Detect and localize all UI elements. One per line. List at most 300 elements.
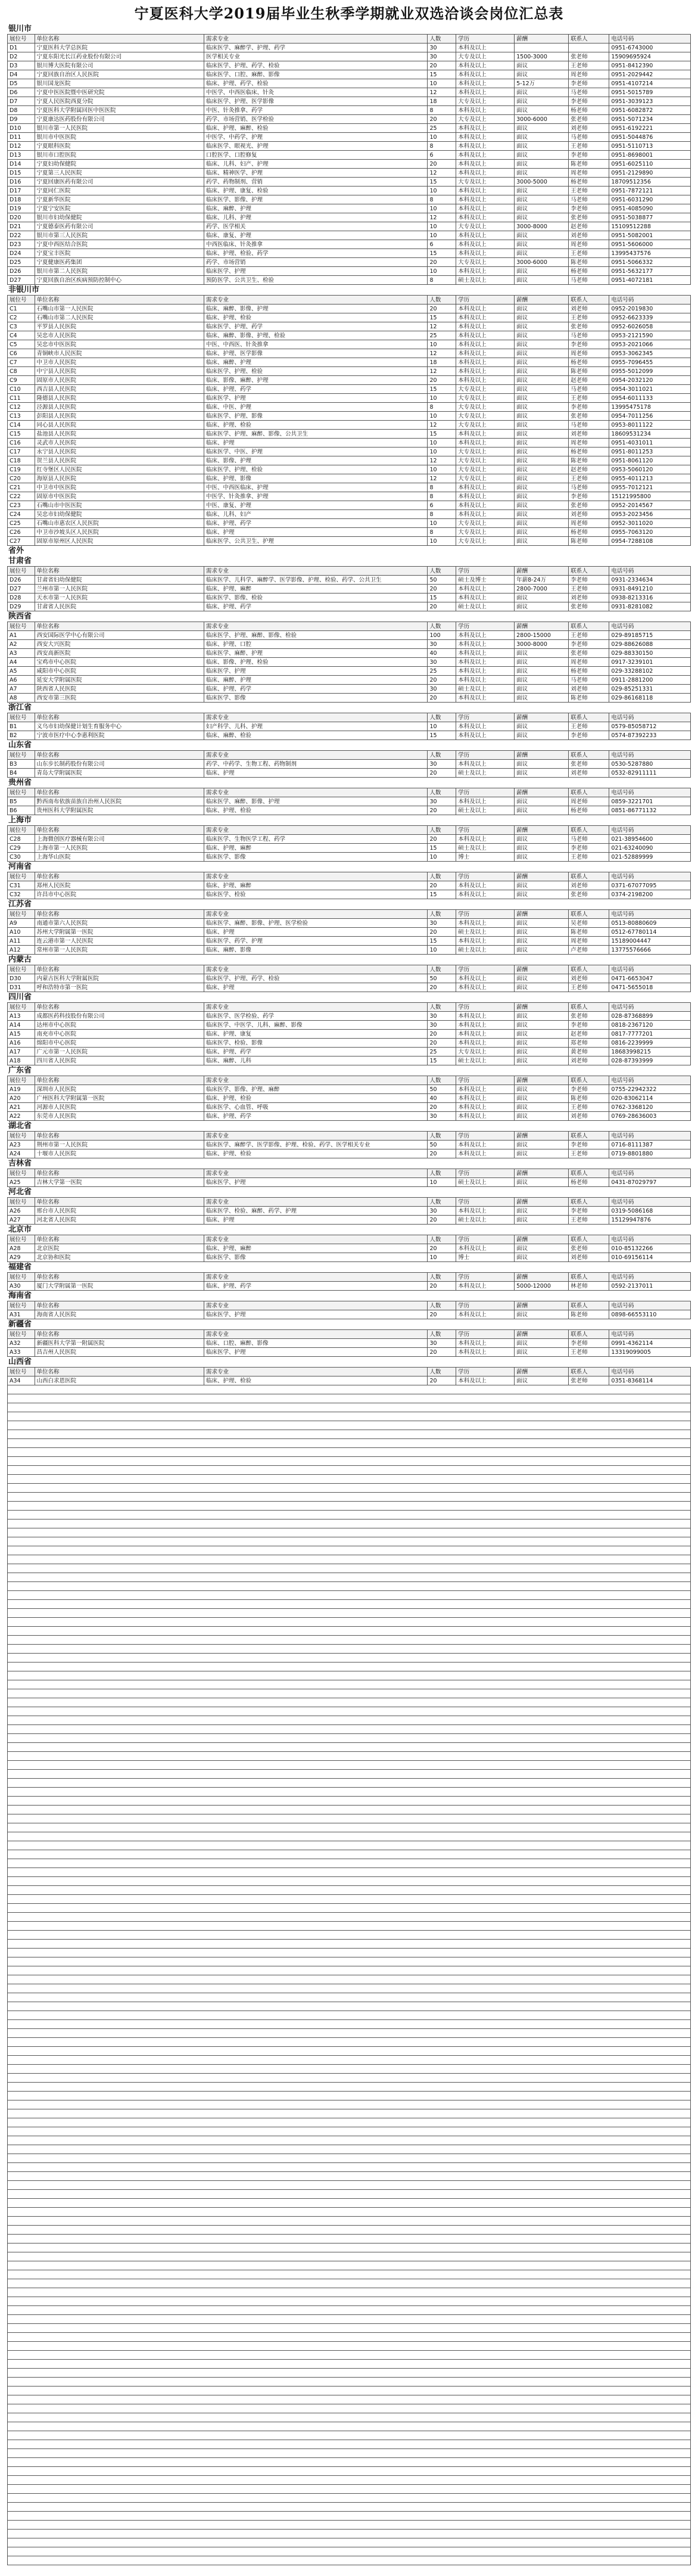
table-row <box>8 631 691 640</box>
required-majors-cell: 临床医学、麻醉、影像、护理、医学检验 <box>204 919 428 928</box>
contact-person-cell: 王老师 <box>569 249 609 258</box>
education-cell: 本科及以上 <box>456 1207 515 1216</box>
salary-cell: 面议 <box>515 394 569 403</box>
column-header-required-majors: 需求专业 <box>204 788 428 797</box>
contact-person-cell: 张老师 <box>569 649 609 658</box>
headcount-cell: 12 <box>428 349 456 358</box>
headcount-cell: 6 <box>428 501 456 510</box>
phone-number-cell: 0955-7096455 <box>609 358 691 367</box>
column-header-booth-code: 展位号 <box>8 965 35 974</box>
header-row <box>8 1235 691 1244</box>
region-table <box>7 872 691 899</box>
table-row <box>8 115 691 124</box>
region-table <box>7 909 691 955</box>
column-header-employer-name: 单位名称 <box>35 1273 204 1282</box>
contact-person-cell: 陈老师 <box>569 367 609 376</box>
table-row <box>8 853 691 862</box>
education-cell: 硕士及以上 <box>456 806 515 815</box>
phone-number-cell: 0431-87029797 <box>609 1178 691 1187</box>
booth-code-cell: A31 <box>8 1310 35 1319</box>
headcount-cell: 18 <box>428 358 456 367</box>
salary-cell: 面议 <box>515 448 569 456</box>
required-majors-cell: 临床、护理、口腔 <box>204 640 428 649</box>
booth-code-cell: A8 <box>8 694 35 703</box>
column-header-salary: 薪酬 <box>515 622 569 631</box>
column-header-required-majors: 需求专业 <box>204 1132 428 1141</box>
blank-row <box>7 1716 691 1725</box>
phone-number-cell: 0951-4031011 <box>609 439 691 448</box>
phone-number-cell: 0955-4011213 <box>609 474 691 483</box>
column-header-employer-name: 单位名称 <box>35 622 204 631</box>
table-row <box>8 376 691 385</box>
salary-cell: 面议 <box>515 430 569 439</box>
headcount-cell: 8 <box>428 142 456 151</box>
column-header-phone-number: 电话号码 <box>609 1273 691 1282</box>
salary-cell: 面议 <box>515 367 569 376</box>
headcount-cell: 20 <box>428 1216 456 1225</box>
education-cell: 本科及以上 <box>456 492 515 501</box>
phone-number-cell: 0471-6653047 <box>609 974 691 983</box>
salary-cell: 面议 <box>515 240 569 249</box>
column-header-salary: 薪酬 <box>515 1273 569 1282</box>
phone-number-cell: 0931-8281082 <box>609 602 691 611</box>
booth-code-cell: A24 <box>8 1149 35 1158</box>
table-row <box>8 124 691 133</box>
phone-number-cell: 0954-7011256 <box>609 412 691 421</box>
headcount-cell: 20 <box>428 115 456 124</box>
blank-row <box>7 2020 691 2029</box>
blank-row <box>7 1904 691 1913</box>
contact-person-cell: 陈老师 <box>569 1310 609 1319</box>
table-row <box>8 204 691 213</box>
salary-cell: 面议 <box>515 1178 569 1187</box>
headcount-cell: 12 <box>428 367 456 376</box>
education-cell: 本科及以上 <box>456 983 515 992</box>
contact-person-cell: 张老师 <box>569 890 609 899</box>
education-cell: 硕士及以上 <box>456 844 515 853</box>
employer-name-cell: 宁夏东阳光长江药业股份有限公司 <box>35 52 204 61</box>
contact-person-cell: 黄老师 <box>569 1048 609 1056</box>
column-header-headcount: 人数 <box>428 965 456 974</box>
required-majors-cell: 临床医学、护理 <box>204 1178 428 1187</box>
employer-name-cell: 兰州市第一人民医院 <box>35 585 204 593</box>
region-section-local-0 <box>0 24 698 285</box>
employer-name-cell: 延安大学附属医院 <box>35 676 204 685</box>
employer-name-cell: 泾源县人民医院 <box>35 403 204 412</box>
phone-number-cell: 0755-22942322 <box>609 1085 691 1094</box>
booth-code-cell: C18 <box>8 456 35 465</box>
contact-person-cell: 刘老师 <box>569 769 609 778</box>
salary-cell: 面议 <box>515 483 569 492</box>
salary-cell: 面议 <box>515 1244 569 1253</box>
headcount-cell: 25 <box>428 667 456 676</box>
column-header-required-majors: 需求专业 <box>204 1368 428 1376</box>
contact-person-cell: 王老师 <box>569 1216 609 1225</box>
contact-person-cell: 张老师 <box>569 1244 609 1253</box>
booth-code-cell: A12 <box>8 946 35 955</box>
region-table <box>7 1002 691 1065</box>
contact-person-cell: 周老师 <box>569 439 609 448</box>
required-majors-cell: 临床医学、影像 <box>204 1253 428 1262</box>
employer-name-cell: 上海华山医院 <box>35 853 204 862</box>
employer-name-cell: 宁夏中西医结合医院 <box>35 240 204 249</box>
phone-number-cell: 18609531234 <box>609 430 691 439</box>
region-title: 上海市 <box>8 816 32 825</box>
contact-person-cell: 杨老师 <box>569 178 609 187</box>
table-row <box>8 576 691 585</box>
region-section-province-12 <box>0 1158 698 1187</box>
employer-name-cell: 苏州大学附属第一医院 <box>35 928 204 937</box>
table-row <box>8 649 691 658</box>
table-row <box>8 602 691 611</box>
phone-number-cell: 0719-8801880 <box>609 1149 691 1158</box>
employer-name-cell: 宁夏医科大学附属回医中医医院 <box>35 106 204 115</box>
education-cell: 本科及以上 <box>456 1012 515 1021</box>
education-cell: 本科及以上 <box>456 1244 515 1253</box>
employer-name-cell: 石嘴山市第二人民医院 <box>35 313 204 322</box>
contact-person-cell: 刘老师 <box>569 881 609 890</box>
table-row <box>8 160 691 169</box>
phone-number-cell: 0954-2032120 <box>609 376 691 385</box>
column-header-employer-name: 单位名称 <box>35 296 204 304</box>
booth-code-cell: A4 <box>8 658 35 667</box>
region-table <box>7 965 691 992</box>
salary-cell: 面议 <box>515 358 569 367</box>
headcount-cell: 20 <box>428 676 456 685</box>
table-row <box>8 1178 691 1187</box>
required-majors-cell: 临床、护理、麻醉、检验 <box>204 124 428 133</box>
contact-person-cell: 陈老师 <box>569 456 609 465</box>
table-row <box>8 304 691 313</box>
header-row <box>8 788 691 797</box>
headcount-cell: 10 <box>428 231 456 240</box>
salary-cell: 面议 <box>515 797 569 806</box>
headcount-cell: 30 <box>428 1012 456 1021</box>
headcount-cell: 15 <box>428 731 456 740</box>
salary-cell <box>515 43 569 52</box>
column-header-employer-name: 单位名称 <box>35 1198 204 1207</box>
region-table <box>7 34 691 285</box>
required-majors-cell: 临床、麻醉、影像 <box>204 946 428 955</box>
column-header-required-majors: 需求专业 <box>204 965 428 974</box>
salary-cell: 面议 <box>515 937 569 946</box>
booth-code-cell: D27 <box>8 585 35 593</box>
required-majors-cell: 药学、药物制剂、营销 <box>204 178 428 187</box>
region-section-province-7 <box>0 899 698 955</box>
phone-number-cell: 0954-7288108 <box>609 537 691 546</box>
column-header-education: 学历 <box>456 965 515 974</box>
required-majors-cell: 临床医学、眼视光、护理 <box>204 142 428 151</box>
blank-row <box>7 1421 691 1430</box>
region-title: 北京市 <box>8 1225 32 1234</box>
blank-row <box>7 2217 691 2226</box>
required-majors-cell: 临床、中医、护理 <box>204 403 428 412</box>
table-row <box>8 844 691 853</box>
header-row <box>8 1198 691 1207</box>
phone-number-cell: 021-38954600 <box>609 835 691 844</box>
employer-name-cell: 灵武市人民医院 <box>35 439 204 448</box>
required-majors-cell: 临床医学、护理 <box>204 1348 428 1357</box>
column-header-education: 学历 <box>456 35 515 43</box>
booth-code-cell: C3 <box>8 322 35 331</box>
blank-row <box>7 2387 691 2395</box>
region-title: 吉林省 <box>8 1159 32 1168</box>
booth-code-cell: D3 <box>8 61 35 70</box>
contact-person-cell: 王老师 <box>569 474 609 483</box>
phone-number-cell: 0952-6623339 <box>609 313 691 322</box>
employer-name-cell: 石嘴山市中医医院 <box>35 501 204 510</box>
contact-person-cell: 李老师 <box>569 1339 609 1348</box>
education-cell: 本科及以上 <box>456 667 515 676</box>
column-header-employer-name: 单位名称 <box>35 788 204 797</box>
column-header-contact-person: 联系人 <box>569 1003 609 1012</box>
blank-row <box>7 1680 691 1689</box>
salary-cell: 面议 <box>515 844 569 853</box>
column-header-education: 学历 <box>456 567 515 576</box>
employer-name-cell: 宁夏回族自治区疾病预防控制中心 <box>35 276 204 285</box>
headcount-cell: 20 <box>428 1149 456 1158</box>
booth-code-cell: D25 <box>8 258 35 267</box>
education-cell: 本科及以上 <box>456 483 515 492</box>
salary-cell: 3000-5000 <box>515 178 569 187</box>
blank-row <box>7 1734 691 1743</box>
education-cell: 大专及以上 <box>456 412 515 421</box>
education-cell: 本科及以上 <box>456 640 515 649</box>
blank-row <box>7 2252 691 2261</box>
column-header-booth-code: 展位号 <box>8 1330 35 1339</box>
contact-person-cell: 刘老师 <box>569 1056 609 1065</box>
column-header-headcount: 人数 <box>428 1301 456 1310</box>
employer-name-cell: 贺兰县人民医院 <box>35 456 204 465</box>
phone-number-cell: 15189004447 <box>609 937 691 946</box>
contact-person-cell: 刘老师 <box>569 124 609 133</box>
table-row <box>8 1030 691 1039</box>
booth-code-cell: B3 <box>8 760 35 769</box>
phone-number-cell: 0952-2014567 <box>609 501 691 510</box>
required-majors-cell: 临床、护理、药学 <box>204 1282 428 1291</box>
column-header-booth-code: 展位号 <box>8 1301 35 1310</box>
salary-cell: 5-12万 <box>515 79 569 88</box>
salary-cell: 面议 <box>515 667 569 676</box>
employer-name-cell: 成都医药科技股份有限公司 <box>35 1012 204 1021</box>
education-cell: 本科及以上 <box>456 797 515 806</box>
blank-row <box>7 1841 691 1850</box>
employer-name-cell: 邢台市人民医院 <box>35 1207 204 1216</box>
booth-code-cell: D1 <box>8 43 35 52</box>
salary-cell: 面议 <box>515 61 569 70</box>
contact-person-cell: 陈老师 <box>569 537 609 546</box>
table-row <box>8 331 691 340</box>
employer-name-cell: 石嘴山市第一人民医院 <box>35 304 204 313</box>
headcount-cell: 6 <box>428 240 456 249</box>
region-table <box>7 1272 691 1291</box>
region-table <box>7 1169 691 1187</box>
contact-person-cell: 杨老师 <box>569 1178 609 1187</box>
employer-name-cell: 甘肃省人民医院 <box>35 602 204 611</box>
contact-person-cell: 刘老师 <box>569 1112 609 1121</box>
booth-code-cell: A27 <box>8 1216 35 1225</box>
headcount-cell: 10 <box>428 267 456 276</box>
contact-person-cell: 马老师 <box>569 483 609 492</box>
headcount-cell: 10 <box>428 412 456 421</box>
column-header-salary: 薪酬 <box>515 1169 569 1178</box>
booth-code-cell: D17 <box>8 187 35 195</box>
booth-code-cell: C8 <box>8 367 35 376</box>
required-majors-cell: 临床医学、药学、护理 <box>204 937 428 946</box>
headcount-cell: 20 <box>428 694 456 703</box>
employer-name-cell: 吴忠市人民医院 <box>35 331 204 340</box>
booth-code-cell: D8 <box>8 106 35 115</box>
headcount-cell: 15 <box>428 70 456 79</box>
education-cell: 大专及以上 <box>456 97 515 106</box>
booth-code-cell: D16 <box>8 178 35 187</box>
salary-cell: 面议 <box>515 124 569 133</box>
required-majors-cell: 临床、护理、康复 <box>204 1030 428 1039</box>
table-row <box>8 501 691 510</box>
table-row <box>8 946 691 955</box>
blank-row <box>7 2100 691 2109</box>
booth-code-cell: C4 <box>8 331 35 340</box>
education-cell: 本科及以上 <box>456 676 515 685</box>
region-table <box>7 1197 691 1225</box>
column-header-phone-number: 电话号码 <box>609 296 691 304</box>
booth-code-cell: A14 <box>8 1021 35 1030</box>
required-majors-cell: 临床、护理、麻醉 <box>204 881 428 890</box>
column-header-phone-number: 电话号码 <box>609 1076 691 1085</box>
required-majors-cell: 中医学、中西医临床、针灸 <box>204 88 428 97</box>
column-header-contact-person: 联系人 <box>569 751 609 760</box>
blank-row <box>7 2369 691 2378</box>
booth-code-cell: C24 <box>8 510 35 519</box>
phone-number-cell: 0954-3011021 <box>609 385 691 394</box>
column-header-required-majors: 需求专业 <box>204 35 428 43</box>
salary-cell: 面议 <box>515 340 569 349</box>
column-header-salary: 薪酬 <box>515 35 569 43</box>
region-table <box>7 788 691 815</box>
booth-code-cell: B2 <box>8 731 35 740</box>
phone-number-cell: 0716-8111387 <box>609 1141 691 1149</box>
blank-row <box>7 1654 691 1663</box>
column-header-salary: 薪酬 <box>515 751 569 760</box>
blank-row <box>7 2038 691 2047</box>
employer-name-cell: 同心县人民医院 <box>35 421 204 430</box>
region-section-province-6 <box>0 862 698 899</box>
table-row <box>8 133 691 142</box>
table-row <box>8 1103 691 1112</box>
education-cell: 本科及以上 <box>456 169 515 178</box>
headcount-cell: 12 <box>428 322 456 331</box>
booth-code-cell: C16 <box>8 439 35 448</box>
booth-code-cell: B1 <box>8 722 35 731</box>
column-header-required-majors: 需求专业 <box>204 713 428 722</box>
column-header-phone-number: 电话号码 <box>609 1301 691 1310</box>
contact-person-cell: 周老师 <box>569 937 609 946</box>
contact-person-cell: 王老师 <box>569 1348 609 1357</box>
column-header-required-majors: 需求专业 <box>204 826 428 835</box>
salary-cell: 面议 <box>515 187 569 195</box>
booth-code-cell: C26 <box>8 528 35 537</box>
education-cell: 本科及以上 <box>456 722 515 731</box>
column-header-headcount: 人数 <box>428 713 456 722</box>
headcount-cell: 8 <box>428 483 456 492</box>
employer-name-cell: 山西白求恩医院 <box>35 1376 204 1385</box>
education-cell: 本科及以上 <box>456 439 515 448</box>
blank-row <box>7 1439 691 1448</box>
column-header-contact-person: 联系人 <box>569 296 609 304</box>
table-row <box>8 1141 691 1149</box>
salary-cell: 面议 <box>515 376 569 385</box>
contact-person-cell: 周老师 <box>569 658 609 667</box>
phone-number-cell: 0762-3368120 <box>609 1103 691 1112</box>
region-title: 浙江省 <box>8 703 32 712</box>
salary-cell: 面议 <box>515 313 569 322</box>
region-section-province-15 <box>0 1262 698 1291</box>
blank-row <box>7 1394 691 1403</box>
education-cell: 大专及以上 <box>456 421 515 430</box>
headcount-cell: 20 <box>428 160 456 169</box>
headcount-cell: 30 <box>428 1207 456 1216</box>
headcount-cell: 30 <box>428 43 456 52</box>
booth-code-cell: A29 <box>8 1253 35 1262</box>
blank-row <box>7 1663 691 1671</box>
blank-row <box>7 2422 691 2431</box>
booth-code-cell: C17 <box>8 448 35 456</box>
booth-code-cell: D12 <box>8 142 35 151</box>
column-header-required-majors: 需求专业 <box>204 751 428 760</box>
booth-code-cell: C30 <box>8 853 35 862</box>
contact-person-cell: 张老师 <box>569 501 609 510</box>
phone-number-cell: 010-69156114 <box>609 1253 691 1262</box>
table-row <box>8 937 691 946</box>
table-row <box>8 169 691 178</box>
blank-row <box>7 1725 691 1734</box>
column-header-booth-code: 展位号 <box>8 1198 35 1207</box>
phone-number-cell: 0951-8412390 <box>609 61 691 70</box>
education-cell: 本科及以上 <box>456 1039 515 1048</box>
blank-row <box>7 2181 691 2190</box>
required-majors-cell: 临床、口腔、麻醉、影像 <box>204 1339 428 1348</box>
employer-name-cell: 连云港市第一人民医院 <box>35 937 204 946</box>
phone-number-cell: 0532-82911111 <box>609 769 691 778</box>
salary-cell: 面议 <box>515 70 569 79</box>
salary-cell: 面议 <box>515 1207 569 1216</box>
required-majors-cell: 临床、护理、康复、检验 <box>204 187 428 195</box>
region-section-province-4 <box>0 778 698 815</box>
blank-row <box>7 2261 691 2270</box>
table-row <box>8 448 691 456</box>
phone-number-cell: 0512-67780114 <box>609 928 691 937</box>
column-header-contact-person: 联系人 <box>569 1368 609 1376</box>
blank-row <box>7 1412 691 1421</box>
booth-code-cell: C15 <box>8 430 35 439</box>
education-cell: 本科及以上 <box>456 760 515 769</box>
salary-cell: 面议 <box>515 421 569 430</box>
salary-cell: 5000-12000 <box>515 1282 569 1291</box>
salary-cell: 面议 <box>515 602 569 611</box>
education-cell: 大专及以上 <box>456 178 515 187</box>
headcount-cell: 8 <box>428 106 456 115</box>
region-title: 甘肃省 <box>8 557 32 565</box>
phone-number-cell: 029-89185715 <box>609 631 691 640</box>
booth-code-cell: D27 <box>8 276 35 285</box>
column-header-salary: 薪酬 <box>515 1330 569 1339</box>
table-row <box>8 537 691 546</box>
table-row <box>8 142 691 151</box>
salary-cell: 面议 <box>515 267 569 276</box>
salary-cell: 面议 <box>515 676 569 685</box>
phone-number-cell: 0371-67077095 <box>609 881 691 890</box>
phone-number-cell: 0911-2881200 <box>609 676 691 685</box>
